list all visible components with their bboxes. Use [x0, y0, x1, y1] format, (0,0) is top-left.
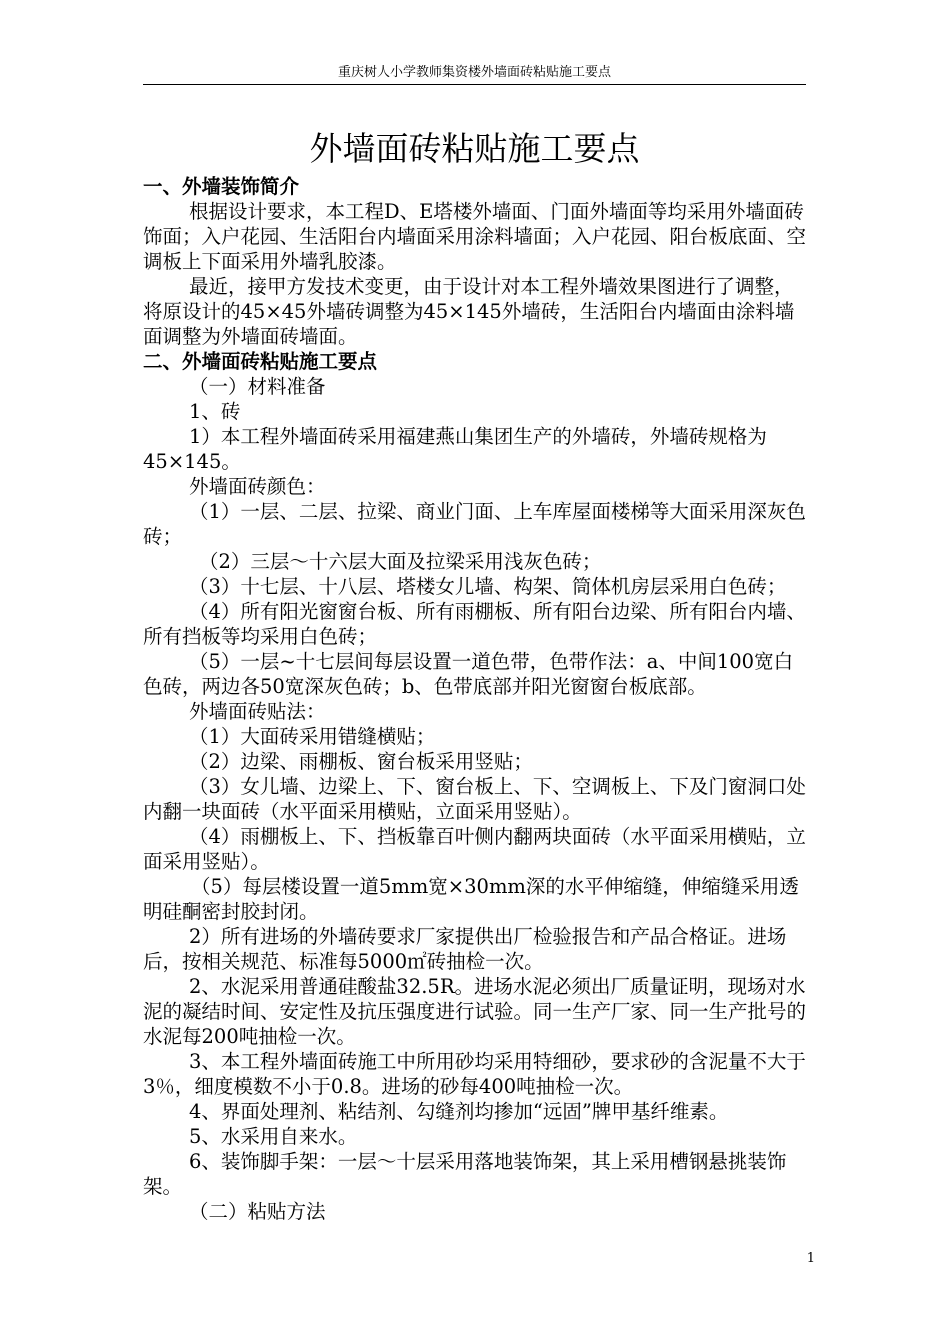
- list-item: 3、本工程外墙面砖施工中所用砂均采用特细砂，要求砂的含泥量不大于3％，细度模数不小于0.8。进场的砂每400吨抽检一次。: [143, 1050, 806, 1098]
- list-item: （2）边梁、雨棚板、窗台板采用竖贴；: [189, 750, 533, 773]
- list-item: （3）十七层、十八层、塔楼女儿墙、构架、筒体机房层采用白色砖；: [189, 575, 787, 598]
- paragraph: 外墙面砖颜色：: [189, 475, 326, 498]
- list-item: 2）所有进场的外墙砖要求厂家提供出厂检验报告和产品合格证。进场后，按相关规范、标准每5000㎡砖抽检一次。: [143, 925, 787, 973]
- list-item: （4）雨棚板上、下、挡板靠百叶侧内翻两块面砖（水平面采用横贴，立面采用竖贴）。: [143, 825, 806, 873]
- list-item: 4、界面处理剂、粘结剂、勾缝剂均掺加“远固”牌甲基纤维素。: [189, 1100, 729, 1123]
- list-item: （1）一层、二层、拉梁、商业门面、上车库屋面楼梯等大面采用深灰色砖；: [143, 500, 806, 548]
- section-heading: 二、外墙面砖粘贴施工要点: [143, 350, 378, 373]
- list-item: （3）女儿墙、边梁上、下、窗台板上、下、空调板上、下及门窗洞口处内翻一块面砖（水平面采用横贴，立面采用竖贴）。: [143, 775, 806, 823]
- list-item: （1）大面砖采用错缝横贴；: [189, 725, 436, 748]
- list-item: 1）本工程外墙面砖采用福建燕山集团生产的外墙砖，外墙砖规格为45×145。: [143, 425, 767, 473]
- list-item: （2）三层～十六层大面及拉梁采用浅灰色砖；: [199, 550, 602, 573]
- list-item: （4）所有阳光窗窗台板、所有雨棚板、所有阳台边梁、所有阳台内墙、所有挡板等均采用白色砖；: [143, 600, 806, 648]
- paragraph: 根据设计要求，本工程D、E塔楼外墙面、门面外墙面等均采用外墙面砖饰面；入户花园、生活阳台内墙面采用涂料墙面；入户花园、阳台板底面、空调板上下面采用外墙乳胶漆。: [143, 200, 807, 273]
- list-item: 2、水泥采用普通硅酸盐32.5R。进场水泥必须出厂质量证明，现场对水泥的凝结时间、安定性及抗压强度进行试验。同一生产厂家、同一生产批号的水泥每200吨抽检一次。: [143, 975, 807, 1048]
- document-body: [143, 174, 806, 1224]
- subsection-heading: （一）材料准备: [189, 375, 326, 398]
- page-header: 重庆树人小学教师集资楼外墙面砖粘贴施工要点: [143, 62, 806, 85]
- document-title: 外墙面砖粘贴施工要点: [309, 129, 640, 168]
- list-item: （5）每层楼设置一道5mm宽×30mm深的水平伸缩缝，伸缩缝采用透明硅酮密封胶封闭。: [143, 875, 799, 923]
- list-item: 6、装饰脚手架：一层～十层采用落地装饰架，其上采用槽钢悬挑装饰架。: [143, 1150, 787, 1198]
- paragraph: 最近，接甲方发技术变更，由于设计对本工程外墙效果图进行了调整，将原设计的45×45外墙砖调整为45×145外墙砖，生活阳台内墙面由涂料墙面调整为外墙面砖墙面。: [143, 275, 795, 348]
- paragraph: 外墙面砖贴法：: [189, 700, 326, 723]
- section-heading: 一、外墙装饰简介: [143, 175, 300, 198]
- list-item: （5）一层~十七层间每层设置一道色带，色带作法：a、中间100宽白色砖，两边各50宽深灰色砖；b、色带底部并阳光窗窗台板底部。: [143, 650, 794, 698]
- subsection-heading: （二）粘贴方法: [189, 1200, 326, 1223]
- page-number: 1: [806, 1251, 815, 1266]
- list-item: 1、砖: [189, 400, 241, 423]
- list-item: 5、水采用自来水。: [189, 1125, 358, 1148]
